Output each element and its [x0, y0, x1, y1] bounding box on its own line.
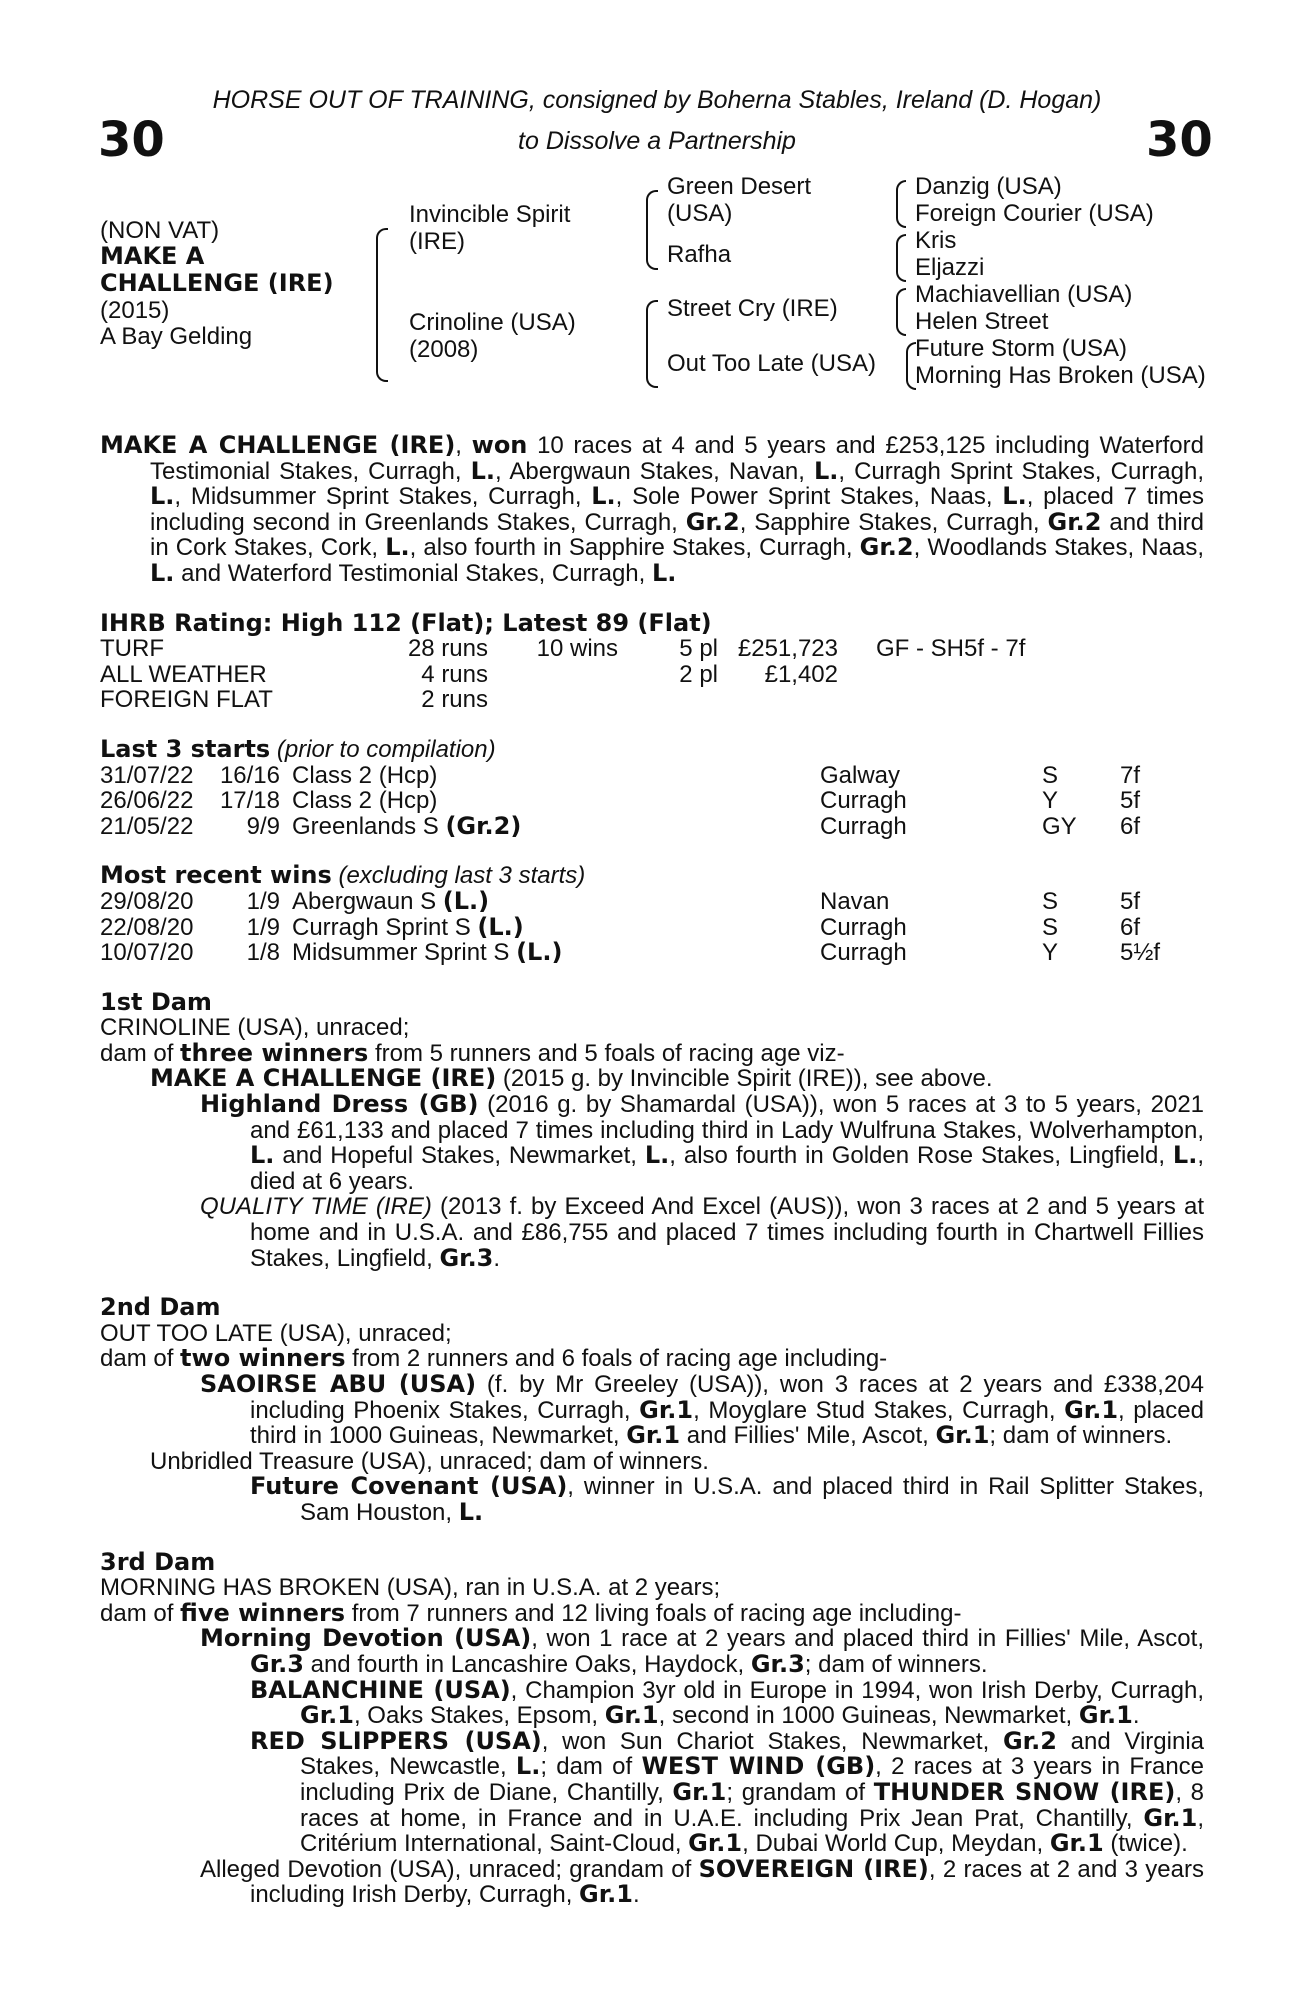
third-dam-line: MORNING HAS BROKEN (USA), ran in U.S.A. at 2 years;	[100, 1574, 721, 1602]
dss: Machiavellian (USA)	[915, 281, 1133, 308]
produce-future-covenant: Future Covenant (USA), winner in U.S.A. and placed third in Rail Splitter Stakes, Sam Houston, L.	[250, 1472, 1204, 1526]
table-row: 10/07/20 1/8 Midsummer Sprint S (L.) Curragh Y 5½f	[100, 938, 1161, 967]
sire-name: Invincible Spirit	[409, 201, 571, 228]
produce-unbridled-treasure: Unbridled Treasure (USA), unraced; dam of winners.	[150, 1447, 709, 1475]
dam-dam: Out Too Late (USA)	[667, 350, 876, 377]
horse-name-line2: CHALLENGE (IRE)	[100, 269, 334, 297]
sire-country: (IRE)	[409, 228, 465, 255]
rating-table	[100, 636, 1064, 713]
table-row: ALL WEATHER 4 runs 2 pl £1,402	[100, 660, 838, 688]
consignment-reason: to Dissolve a Partnership	[518, 127, 796, 155]
first-dam-line: CRINOLINE (USA), unraced;	[100, 1014, 410, 1042]
third-dam-title: 3rd Dam	[100, 1547, 216, 1576]
last-starts-table	[100, 763, 1200, 840]
sire-sire-country: (USA)	[667, 200, 733, 227]
second-dam-title: 2nd Dam	[100, 1293, 221, 1322]
catalogue-body	[100, 433, 1204, 1908]
ssd: Foreign Courier (USA)	[915, 200, 1154, 227]
pedigree-brace-sire	[646, 190, 658, 270]
race-summary: MAKE A CHALLENGE (IRE), won 10 races at 4 and 5 years and £253,125 including Waterford Testimonial Stakes, Curragh, L., Abergwaun Stakes, Navan, L., Curragh Sprint Stakes, Curragh, L., Midsummer Sprint Stakes, Curragh, L., Sole Power Sprint Stakes, Naas, L., placed 7 times including second in Greenlands Stakes, Curragh, Gr.2, Sapphire Stakes, Curragh, Gr.2 and third in Cork Stakes, Cork, L., also fourth in Sapphire Stakes, Curragh, Gr.2, Woodlands Stakes, Naas, L. and Waterford Testimonial Stakes, Curragh, L.	[100, 431, 1205, 587]
table-row: FOREIGN FLAT 2 runs	[100, 686, 488, 714]
pedigree-brace-gen3-1	[896, 180, 906, 228]
produce-red-slippers: RED SLIPPERS (USA), won Sun Chariot Stakes, Newmarket, Gr.2 and Virginia Stakes, Newcastle, L.; dam of WEST WIND (GB), 2 races at 3 years in France including Prix de Diane, Chantilly, Gr.1; grandam of THUNDER SNOW (IRE), 8 races at home, in France and in U.A.E. including Prix Jean Prat, Chantilly, Gr.1, Critérium International, Saint-Cloud, Gr.1, Dubai World Cup, Meydan, Gr.1 (twice).	[250, 1726, 1205, 1858]
produce-highland-dress: Highland Dress (GB) (2016 g. by Shamardal (USA)), won 5 races at 3 to 5 years, 2021 and £61,133 and placed 7 times including third in Lady Wulfruna Stakes, Wolverhampton, L. and Hopeful Stakes, Newmarket, L., also fourth in Golden Rose Stakes, Lingfield, L., died at 6 years.	[200, 1090, 1205, 1195]
horse-name-line1: MAKE A	[100, 242, 205, 270]
sss: Danzig (USA)	[915, 173, 1062, 200]
produce-make-a-challenge: MAKE A CHALLENGE (IRE) (2015 g. by Invincible Spirit (IRE)), see above.	[150, 1064, 993, 1093]
second-dam-line: OUT TOO LATE (USA), unraced;	[100, 1319, 452, 1347]
pedigree-brace-gen3-3	[896, 288, 906, 336]
dds: Future Storm (USA)	[915, 335, 1128, 362]
second-dam-produce: dam of two winners from 2 runners and 6 foals of racing age including-	[100, 1344, 888, 1373]
sds: Kris	[915, 227, 957, 254]
table-row: 21/05/22 9/9 Greenlands S (Gr.2) Curragh GY 6f	[100, 811, 1141, 840]
last-starts-heading: Last 3 starts (prior to compilation)	[100, 734, 496, 763]
produce-alleged-devotion: Alleged Devotion (USA), unraced; grandam of SOVEREIGN (IRE), 2 races at 2 and 3 years including Irish Derby, Curragh, Gr.1.	[200, 1854, 1204, 1909]
horse-year: (2015)	[100, 297, 170, 324]
lot-number-right: 30	[1146, 112, 1213, 168]
first-dam-title: 1st Dam	[100, 987, 212, 1016]
produce-morning-devotion: Morning Devotion (USA), won 1 race at 2 years and placed third in Fillies' Mile, Ascot, Gr.3 and fourth in Lancashire Oaks, Haydock, Gr.3; dam of winners.	[200, 1624, 1204, 1678]
table-row: 26/06/22 17/18 Class 2 (Hcp) Curragh Y 5f	[100, 787, 1141, 815]
produce-saoirse-abu: SAOIRSE ABU (USA) (f. by Mr Greeley (USA)), won 3 races at 2 years and £338,204 including Phoenix Stakes, Curragh, Gr.1, Moyglare Stud Stakes, Curragh, Gr.1, placed third in 1000 Guineas, Newmarket, Gr.1 and Fillies' Mile, Ascot, Gr.1; dam of winners.	[200, 1370, 1204, 1450]
table-row: 29/08/20 1/9 Abergwaun S (L.) Navan S 5f	[100, 886, 1141, 915]
consignor-line: HORSE OUT OF TRAINING, consigned by Boherna Stables, Ireland (D. Hogan)	[212, 86, 1102, 114]
pedigree-brace-gen1	[376, 228, 388, 382]
sire-sire: Green Desert	[667, 173, 812, 200]
ddd: Morning Has Broken (USA)	[915, 362, 1206, 389]
first-dam-produce: dam of three winners from 5 runners and 5 foals of racing age viz-	[100, 1038, 845, 1067]
sire-dam: Rafha	[667, 241, 732, 268]
recent-wins-table	[100, 886, 1200, 967]
dam-year: (2008)	[409, 336, 479, 363]
table-row: 31/07/22 16/16 Class 2 (Hcp) Galway S 7f	[100, 761, 1141, 789]
dam-name: Crinoline (USA)	[409, 309, 576, 336]
third-dam-produce: dam of five winners from 7 runners and 12 living foals of racing age including-	[100, 1598, 962, 1627]
produce-quality-time: QUALITY TIME (IRE) (2013 f. by Exceed And Excel (AUS)), won 3 races at 2 and 5 years at home and in U.S.A. and £86,755 and placed 7 times including fourth in Chartwell Fillies Stakes, Lingfield, Gr.3.	[200, 1193, 1204, 1272]
rating-title: IHRB Rating: High 112 (Flat); Latest 89 (Flat)	[100, 608, 712, 637]
table-row: TURF 28 runs 10 wins 5 pl £251,723 GF - SH 5f - 7f	[100, 635, 1026, 663]
lot-number-left: 30	[98, 112, 165, 168]
table-row: 22/08/20 1/9 Curragh Sprint S (L.) Curragh S 6f	[100, 912, 1141, 941]
pedigree-brace-dam	[646, 300, 658, 388]
recent-wins-heading: Most recent wins (excluding last 3 starts)	[100, 861, 586, 890]
dsd: Helen Street	[915, 308, 1049, 335]
dam-sire: Street Cry (IRE)	[667, 295, 838, 322]
pedigree-brace-gen3-2	[896, 234, 906, 282]
produce-balanchine: BALANCHINE (USA), Champion 3yr old in Europe in 1994, won Irish Derby, Curragh, Gr.1, Oaks Stakes, Epsom, Gr.1, second in 1000 Guineas, Newmarket, Gr.1.	[250, 1675, 1204, 1730]
sdd: Eljazzi	[915, 254, 985, 281]
vat-status: (NON VAT)	[100, 217, 220, 244]
horse-description: A Bay Gelding	[100, 323, 253, 350]
